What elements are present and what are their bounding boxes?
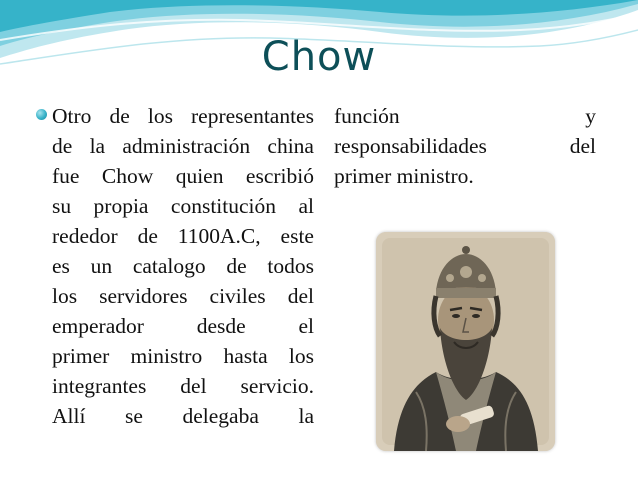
body-line: función y xyxy=(334,104,596,128)
portrait-engraving-icon xyxy=(376,232,555,451)
body-line: emperador desde el xyxy=(52,314,314,338)
body-line: integrantes del servicio. xyxy=(52,374,314,398)
chow-portrait-image xyxy=(376,232,555,451)
body-line: fue Chow quien escribió xyxy=(52,164,314,188)
body-line: Otro de los representantes xyxy=(52,104,314,128)
body-line: los servidores civiles del xyxy=(52,284,314,308)
body-line: de la administración china xyxy=(52,134,314,158)
slide-title: Chow xyxy=(261,34,377,80)
body-line: primer ministro. xyxy=(334,164,474,188)
body-line: primer ministro hasta los xyxy=(52,344,314,368)
body-line: Allí se delegaba la xyxy=(52,404,314,428)
body-line: rededor de 1100A.C, este xyxy=(52,224,314,248)
body-text-right-column xyxy=(334,101,596,191)
body-line: su propia constitución al xyxy=(52,194,314,218)
body-text-left-column xyxy=(52,101,314,431)
body-line: responsabilidades del xyxy=(334,134,596,158)
body-line: es un catalogo de todos xyxy=(52,254,314,278)
bullet-dot-icon xyxy=(36,109,47,120)
